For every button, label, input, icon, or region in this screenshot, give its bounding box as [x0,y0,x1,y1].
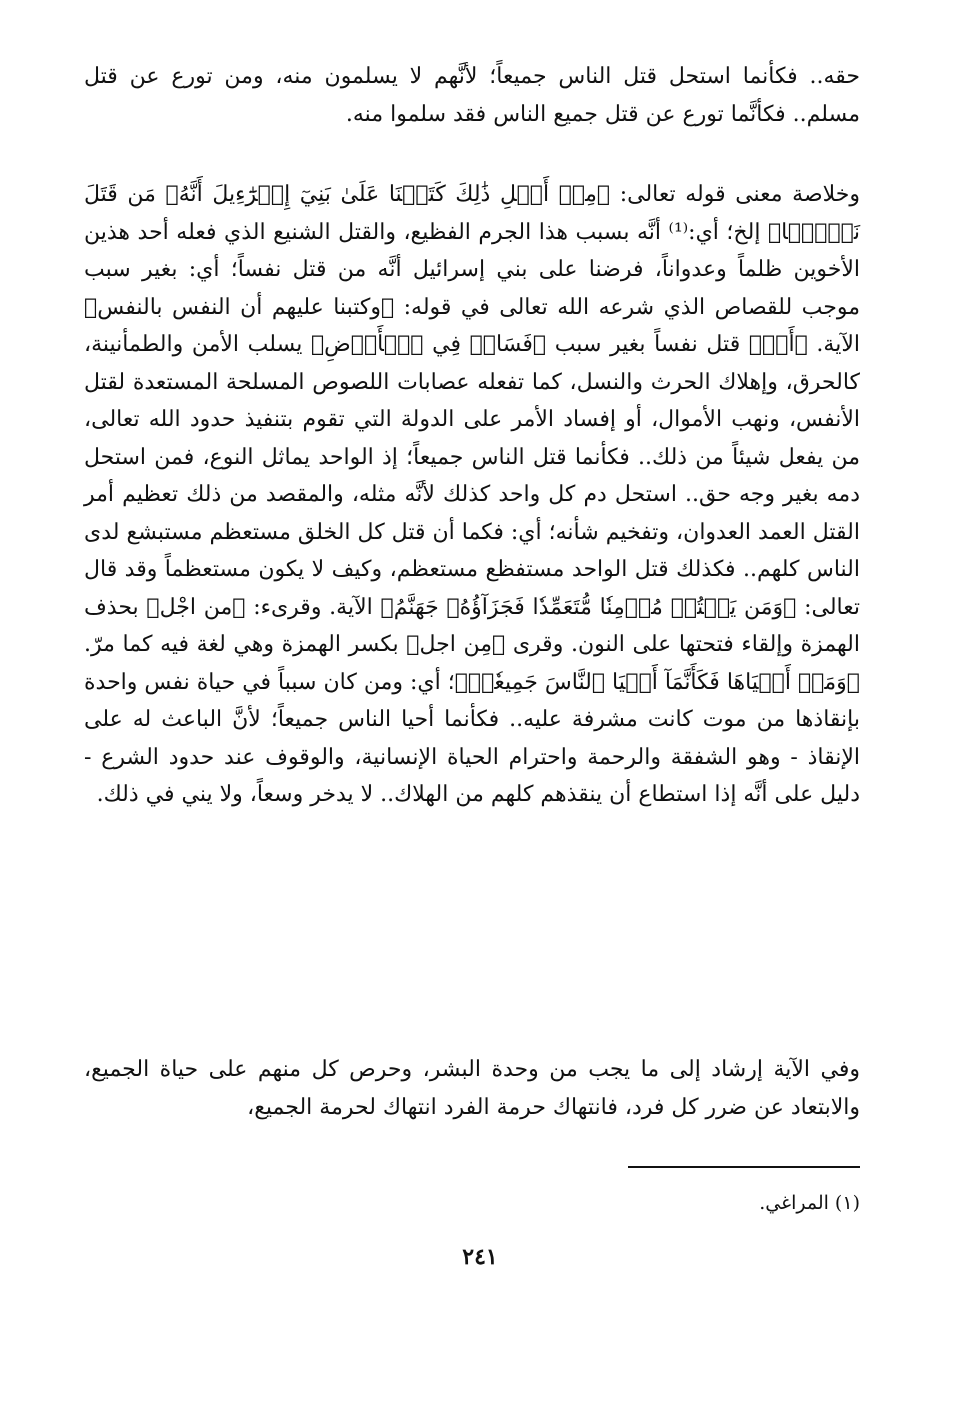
page-number: ٢٤١ [462,1244,498,1270]
paragraph-1: حقه.. فكأنما استحل قتل الناس جميعاً؛ لأنَّهم لا يسلمون منه، ومن تورع عن قتل مسلم.. فكأنَّما تورع عن قتل جميع الناس فقد سلموا منه. [84,64,860,127]
footnote: (١) المراغي. [759,1192,860,1214]
paragraph-2: وخلاصة معنى قوله تعالى: ﴿مِنۡ أَجۡلِ ذَٰلِكَ كَتَبۡنَا عَلَىٰ بَنِيٓ إِسۡرَٰٓءِيلَ أَنَّهُۥ مَن قَتَلَ نَفۡسَۢا﴾ إلخ؛ أي:⁽¹⁾ أنَّه بسبب هذا الجرم الفظيع، والقتل الشنيع الذي فعله أحد هذين الأخوين ظلماً وعدواناً، فرضنا على بني إسرائيل أنَّه من قتل نفساً؛ أي: بغير سبب موجب للقصاص الذي شرعه الله تعالى في قوله: ﴿وكتبنا عليهم أن النفس بالنفس﴾ الآية. ﴿أَوۡ﴾ قتل نفساً بغير سبب ﴿فَسَادٖ فِي ٱلۡأَرۡضِ﴾ يسلب الأمن والطمأنينة، كالحرق، وإهلاك الحرث والنسل، كما تفعله عصابات اللصوص المسلحة المستعدة لقتل الأنفس، ونهب الأموال، أو إفساد الأمر على الدولة التي تقوم بتنفيذ حدود الله تعالى، من يفعل شيئاً من ذلك.. فكأنما قتل الناس جميعاً؛ إذ الواحد يماثل النوع، فمن استحل دمه بغير وجه حق.. استحل دم كل واحد كذلك لأنَّه مثله، والمقصد من ذلك تعظيم أمر القتل العمد العدوان، وتفخيم شأنه؛ أي: فكما أن قتل كل الخلق مستعظم مستبشع لدى الناس كلهم.. فكذلك قتل الواحد مستفظع مستعظم، وكيف لا يكون مستعظماً وقد قال تعالى: ﴿وَمَن يَقۡتُلۡ مُؤۡمِنٗا مُّتَعَمِّدٗا فَجَزَآؤُهُۥ جَهَنَّمُ﴾ الآية. وقرىء: ﴿من اجْل﴾ بحذف الهمزة وإلقاء فتحتها على النون. وقرى ﴿مِن اجل﴾ بكسر الهمزة وهي لغة فيه كما مرّ. ﴿وَمَنۡ أَحۡيَاهَا فَكَأَنَّمَآ أَحۡيَا ٱلنَّاسَ جَمِيعٗاۚ﴾؛ أي: ومن كان سبباً في حياة نفس واحدة بإنقاذها من موت كانت مشرفة عليه.. فكأنما أحيا الناس جميعاً؛ لأنَّ الباعث له على الإنقاذ - وهو الشفقة والرحمة واحترام الحياة الإنسانية، والوقوف عند حدود الشرع - دليل على أنَّه إذا استطاع أن ينقذهم كلهم من الهلاك.. لا يدخر وسعاً، ولا يني في ذلك. [84,182,860,807]
footnote-divider [628,1166,860,1168]
paragraph-3: وفي الآية إرشاد إلى ما يجب من وحدة البشر، وحرص كل منهم على حياة الجميع، والابتعاد عن ضرر كل فرد، فانتهاك حرمة الفرد انتهاك لحرمة الجميع، [84,1057,860,1120]
